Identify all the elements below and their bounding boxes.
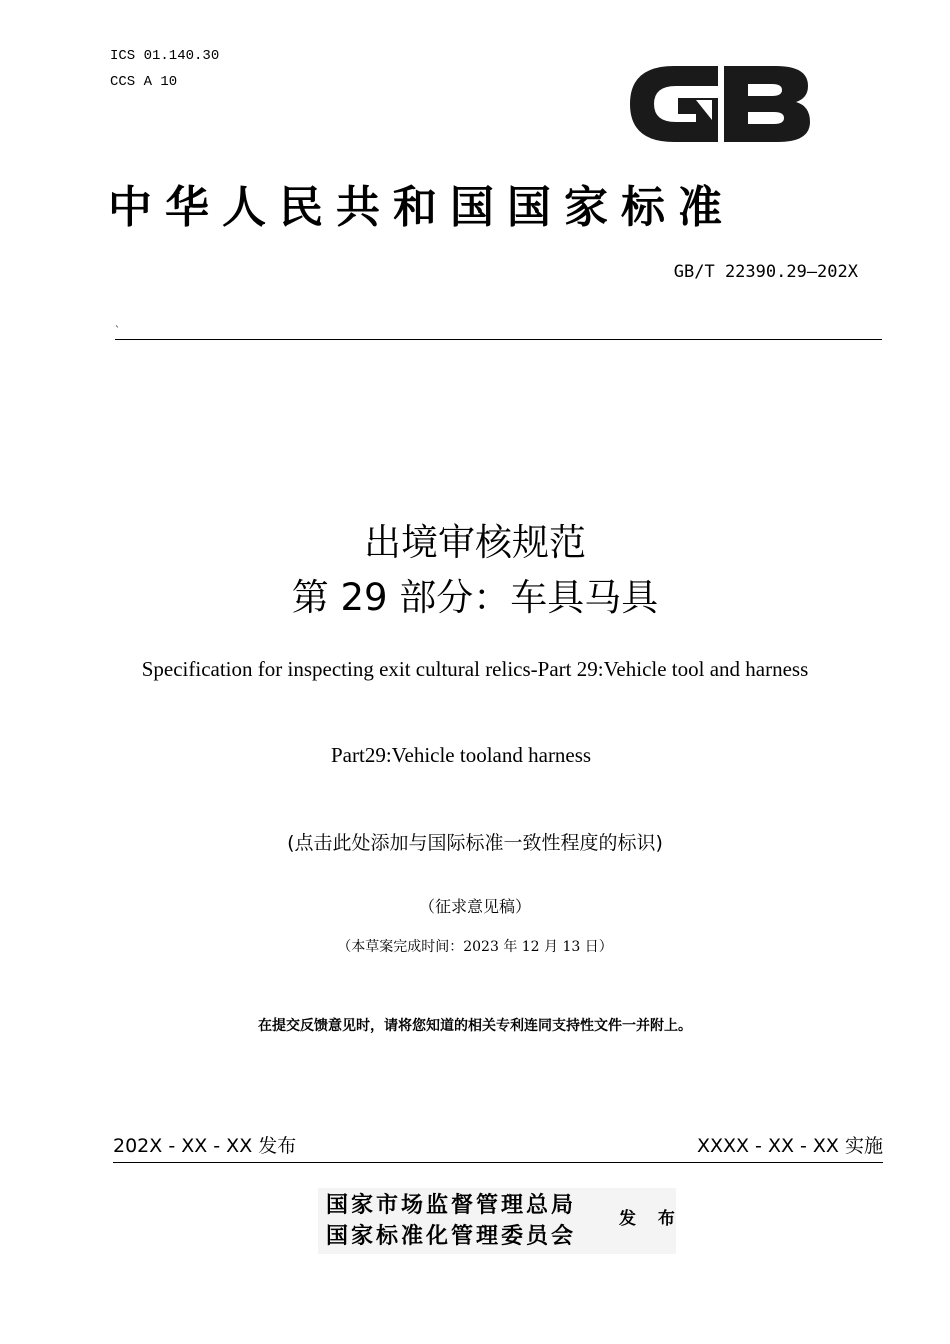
- tick-mark: `: [115, 326, 120, 337]
- issuer-sac: 国家标准化管理委员会: [326, 1223, 577, 1249]
- header-divider: [115, 339, 882, 340]
- gb-logo: [626, 58, 812, 150]
- standard-number: GB/T 22390.29—202X: [673, 262, 858, 282]
- conformity-placeholder[interactable]: (点击此处添加与国际标准一致性程度的标识): [287, 832, 663, 854]
- publish-date: 202X - XX - XX 发布: [113, 1135, 297, 1157]
- draft-completion-date: （本草案完成时间：2023 年 12 月 13 日）: [337, 939, 613, 955]
- english-part-title: Part29:Vehicle tooland harness: [331, 743, 592, 767]
- issue-label: 发 布: [619, 1209, 683, 1229]
- footer-divider: [113, 1162, 883, 1163]
- ccs-code: CCS A 10: [110, 74, 178, 90]
- document-title-line1: 出境审核规范: [364, 521, 586, 564]
- draft-status: （征求意见稿）: [418, 897, 531, 916]
- english-title: Specification for inspecting exit cultural relics-Part 29:Vehicle tool and harness: [141, 657, 809, 681]
- standard-type-title: 中华人民共和国国家标准: [108, 182, 735, 233]
- ics-code: ICS 01.140.30: [110, 48, 220, 64]
- patent-notice: 在提交反馈意见时，请将您知道的相关专利连同支持性文件一并附上。: [258, 1018, 692, 1034]
- implement-date: XXXX - XX - XX 实施: [696, 1135, 883, 1157]
- issuer-samr: 国家市场监督管理总局: [326, 1192, 577, 1218]
- document-title-line2: 第 29 部分：车具马具: [291, 576, 659, 619]
